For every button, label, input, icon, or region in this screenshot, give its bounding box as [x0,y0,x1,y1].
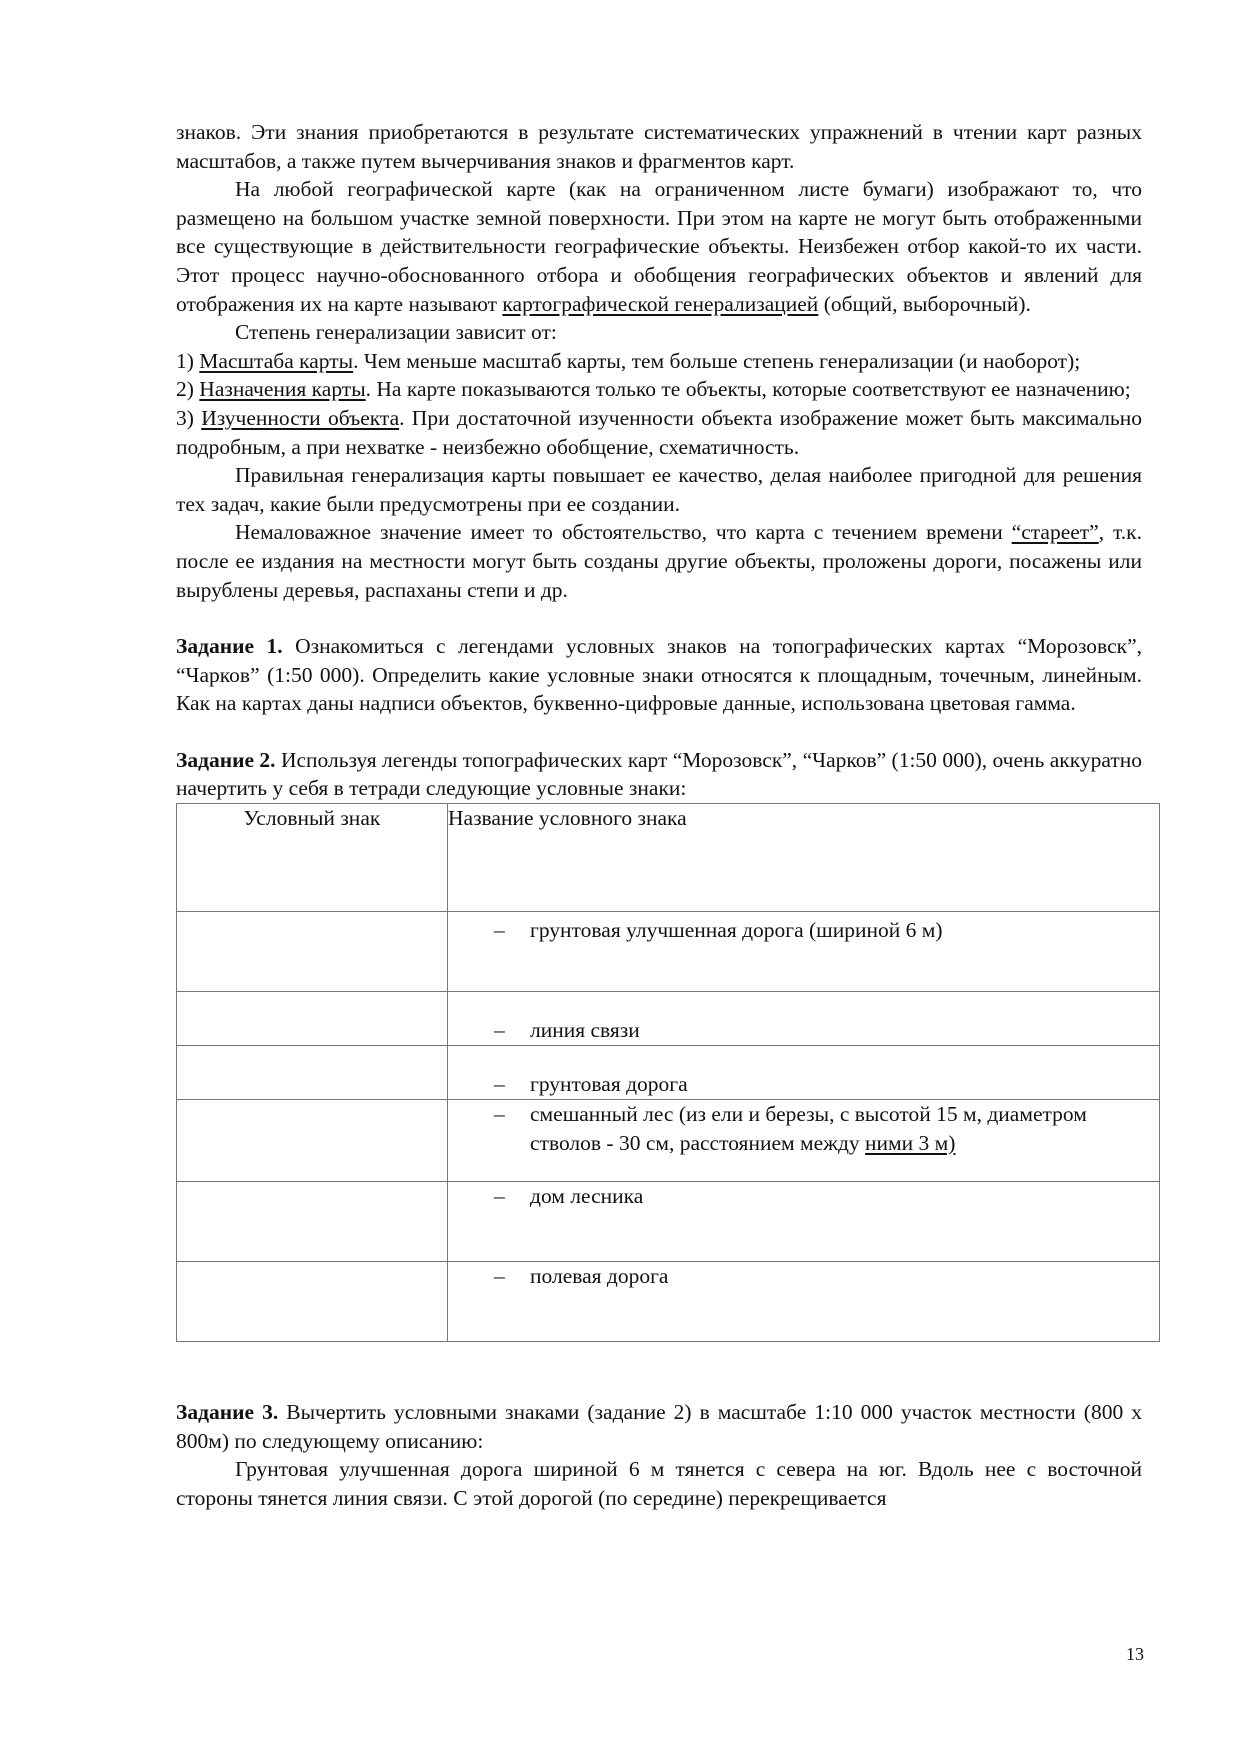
list-number: 3) [176,405,202,430]
symbol-cell[interactable] [177,1046,448,1100]
symbol-cell[interactable] [177,992,448,1046]
paragraph-text: (общий, выборочный). [818,291,1031,316]
dash: – [494,1102,505,1127]
underlined-term: Назначения карты [199,377,366,402]
legend-table [176,803,1160,1342]
dash: – [494,1072,505,1097]
list-number: 1) [176,348,200,373]
item-text [530,1100,1159,1157]
paragraph: Правильная генерализация карты повышает ее качество, делая наиболее пригодной для решения тех задач, какие были предусмотрены при ее создании. [176,463,1142,516]
symbol-cell[interactable] [177,1100,448,1182]
task-label: Задание 1. [176,634,283,659]
symbol-cell[interactable] [177,1262,448,1342]
list-text: . При достаточной изученности объекта изображение может быть максимально подробным, а при нехватке - неизбежно обобщение, схематичность. [176,405,1142,459]
list-item [176,347,1142,376]
underlined-term: Масштаба карты [199,348,354,373]
dash: – [494,918,505,943]
table-row [177,1262,1160,1342]
paragraph: знаков. Эти знания приобретаются в результате систематических упражнений в чтении карт разных масштабов, а также путем вычерчивания знаков и фрагментов карт. [176,120,1142,173]
item-text: линия связи [530,1018,640,1043]
name-cell [448,1262,1160,1342]
item-text: полевая дорога [530,1264,669,1289]
symbol-cell[interactable] [177,1182,448,1262]
task-text: Ознакомиться с легендами условных знаков на топографических картах “Морозовск”, “Чарков” (1:50 000). Определить какие условные знаки относятся к площадным, точечным, линейным. Как на картах даны надписи объектов, буквенно-цифровые данные, использована цветовая гамма. [176,634,1142,716]
task-text: Используя легенды топографических карт “Морозовск”, “Чарков” (1:50 000), очень аккуратно начертить у себя в тетради следующие условные знаки: [176,747,1142,801]
name-cell [448,1182,1160,1262]
dash: – [494,1018,505,1043]
underlined-term: ними 3 м) [865,1130,956,1155]
underlined-term: картографической генерализацией [502,291,819,316]
name-cell [448,1046,1160,1100]
paragraph-text: Немаловажное значение имеет то обстоятельство, что карта с течением времени [235,520,1012,545]
underlined-term: Изученности объекта [201,405,400,430]
table-row [177,1046,1160,1100]
list-text: . Чем меньше масштаб карты, тем больше степень генерализации (и наоборот); [353,348,1081,373]
task-label: Задание 3. [176,1400,279,1425]
symbol-cell[interactable] [177,912,448,992]
list-item [176,375,1142,404]
name-cell [448,992,1160,1046]
spacer [176,718,1142,746]
item-text: дом лесника [530,1184,644,1209]
list-text: . На карте показываются только те объекты, которые соответствуют ее назначению; [365,377,1131,402]
spacer [176,604,1142,632]
table-row [177,1100,1160,1182]
list-item [176,404,1142,461]
item-text: грунтовая дорога [530,1072,688,1097]
header-cell-name: Название условного знака [448,804,1160,912]
paragraph-text: , т.к. после ее издания на местности могут быть созданы другие объекты, проложены дороги, посажены или вырублены деревья, распаханы степи и др. [176,520,1143,602]
paragraph [176,518,1142,604]
dash: – [494,1264,505,1289]
paragraph: Степень генерализации зависит от: [235,320,557,345]
table-row [177,992,1160,1046]
header-cell-symbol: Условный знак [177,804,448,912]
table-row [177,912,1160,992]
item-text: грунтовая улучшенная дорога (шириной 6 м) [530,918,943,943]
paragraph [176,175,1142,318]
paragraph-text: На любой географической карте (как на ограниченном листе бумаги) изображают то, что размещено на большом участке земной поверхности. При этом на карте не могут быть отображенными все существующие в действительности географические объекты. Неизбежен отбор какой-то их части. Этот процесс научно-обоснованного отбора и обобщения географических объектов и явлений для отображения их на карте называют [176,177,1142,316]
task-label: Задание 2. [176,747,276,772]
task-2 [176,746,1142,803]
task-text: Вычертить условными знаками (задание 2) в масштабе 1:10 000 участок местности (800 х 800м) по следующему описанию: [176,1400,1142,1453]
dash: – [494,1184,505,1209]
document-page [176,118,1142,1512]
table-header-row [177,804,1160,912]
name-cell [448,1100,1160,1182]
task-1 [176,632,1142,718]
underlined-term: “стареет” [1011,520,1099,545]
item-text-part: смешанный лес (из ели и березы, с высотой 15 м, диаметром стволов - 30 см, расстоянием между [530,1102,1087,1155]
paragraph: Грунтовая улучшенная дорога шириной 6 м тянется с севера на юг. Вдоль нее с восточной стороны тянется линия связи. С этой дорогой (по середине) перекрещивается [176,1457,1142,1510]
table-row [177,1182,1160,1262]
spacer [176,1342,1142,1398]
task-3 [176,1398,1142,1455]
list-number: 2) [176,377,200,402]
name-cell [448,912,1160,992]
page-number: 13 [1126,1644,1144,1664]
